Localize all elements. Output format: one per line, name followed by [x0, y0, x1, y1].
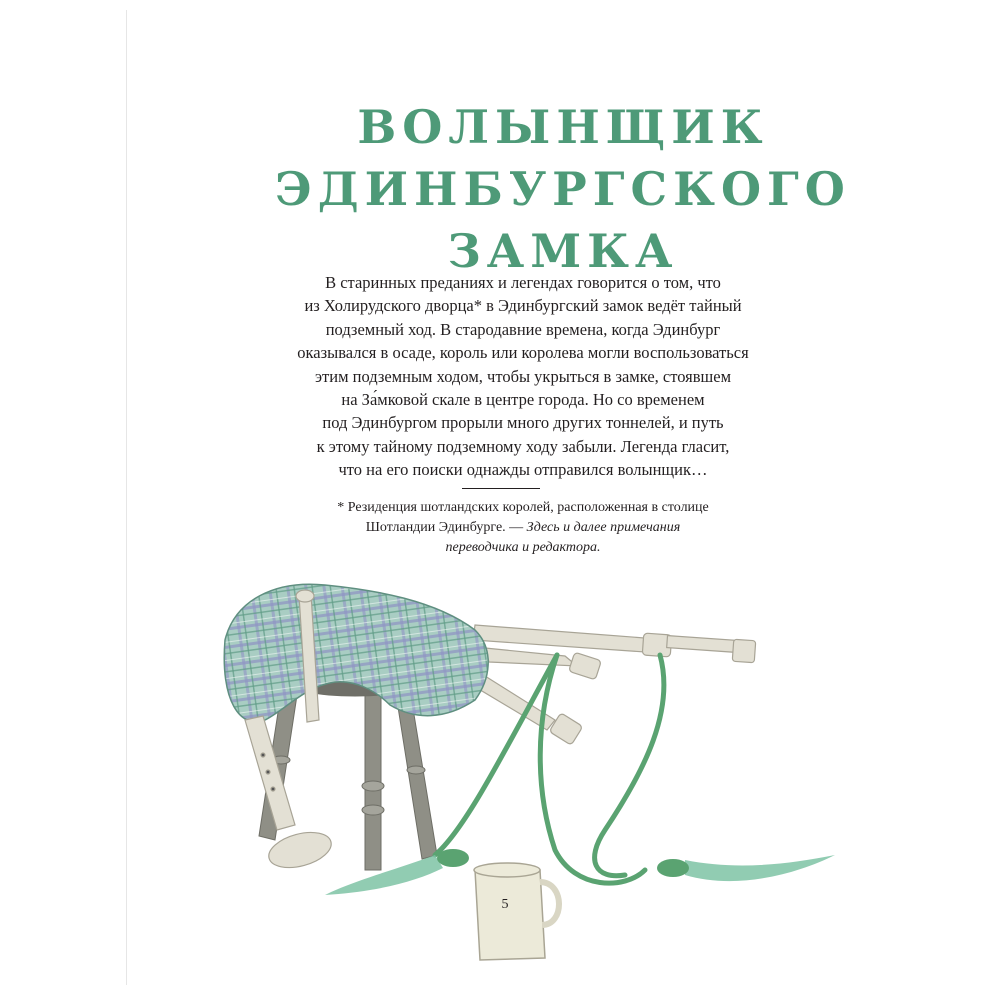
footnote-line-2-plain: Шотландии Эдинбурге. —: [365, 520, 527, 535]
footnote-line-1: * Резиденция шотландских королей, расположенная в столице: [337, 500, 709, 515]
body-line-8: к этому тайному подземному ходу забыли. Легенда гласит,: [316, 436, 730, 456]
footnote-line-2-italic: Здесь и далее примечания: [526, 520, 681, 535]
body-line-6: на За́мковой скале в центре города. Но со временем: [341, 390, 705, 410]
body-line-5: этим подземным ходом, чтобы укрыться в замке, стоявшем: [314, 366, 732, 386]
body-line-3: подземный ход. В стародавние времена, когда Эдинбург: [325, 319, 721, 339]
page-title: [126, 96, 1000, 282]
footnote-line-2: [280, 518, 766, 538]
body-line-1: В старинных преданиях и легендах говорится о том, что: [325, 273, 721, 292]
footnote-line-3: [280, 538, 766, 558]
footnote-divider: [462, 488, 540, 489]
footnote: [280, 498, 766, 558]
tartan-bag: [224, 584, 488, 722]
body-line-2: из Холирудского дворца* в Эдинбургский замок ведёт тайный: [304, 296, 742, 316]
body-line-9: что на его поиски однажды отправился волынщик…: [338, 460, 708, 480]
title-line-1: ВОЛЫНЩИК: [357, 100, 769, 154]
footnote-line-3-italic: переводчика и редактора.: [445, 540, 601, 555]
page-number: 5: [501, 897, 509, 912]
title-line-2: ЭДИНБУРГСКОГО: [275, 162, 851, 216]
body-line-7: под Эдинбургом прорыли много других тоннелей, и путь: [322, 413, 724, 433]
bagpipes-icon: [205, 570, 845, 970]
title-line-3: ЗАМКА: [447, 224, 679, 278]
body-paragraph: [260, 271, 786, 482]
body-line-4: оказывался в осаде, король или королева могли воспользоваться: [297, 343, 749, 363]
tassels: [325, 849, 835, 895]
